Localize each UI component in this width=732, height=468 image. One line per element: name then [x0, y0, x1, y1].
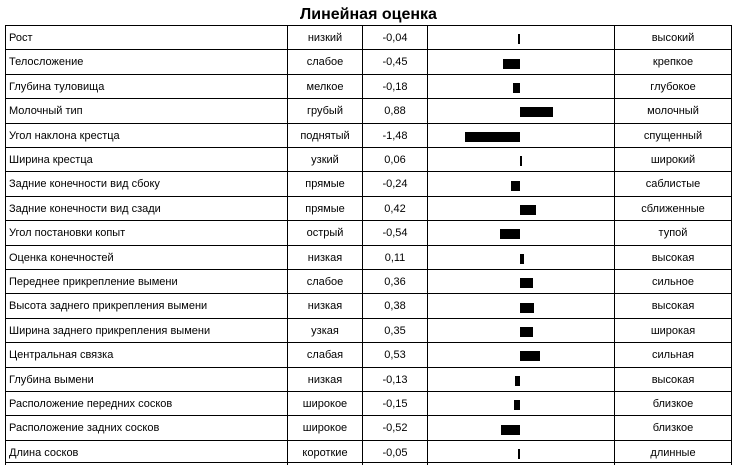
- low-pole-label: слабое: [287, 270, 362, 294]
- data-label: 0,35: [362, 319, 427, 343]
- data-label: -0,52: [362, 416, 427, 440]
- bar: [520, 205, 536, 215]
- high-pole-label: молочный: [614, 99, 732, 123]
- low-pole-label: узкий: [287, 148, 362, 172]
- high-pole-label: саблистые: [614, 172, 732, 196]
- low-pole-label: грубый: [287, 99, 362, 123]
- trait-name: Задние конечности вид сзади: [5, 197, 287, 221]
- low-pole-label: низкий: [287, 26, 362, 50]
- trait-name: Центральная связка: [5, 343, 287, 367]
- high-pole-label: длинные: [614, 441, 732, 465]
- bar: [518, 34, 520, 44]
- table-row: [5, 171, 732, 195]
- bar-cell: [427, 172, 614, 196]
- high-pole-label: сближенные: [614, 197, 732, 221]
- table-row: [5, 342, 732, 366]
- bar: [514, 400, 520, 410]
- table-row: [5, 367, 732, 391]
- bar-cell: [427, 26, 614, 50]
- bar: [520, 278, 533, 288]
- low-pole-label: короткие: [287, 441, 362, 465]
- trait-name: Глубина вымени: [5, 368, 287, 392]
- high-pole-label: сильная: [614, 343, 732, 367]
- high-pole-label: широкая: [614, 319, 732, 343]
- data-label: 0,38: [362, 294, 427, 318]
- bar: [520, 303, 534, 313]
- low-pole-label: прямые: [287, 197, 362, 221]
- data-label: -0,13: [362, 368, 427, 392]
- bar: [520, 351, 540, 361]
- data-label: -0,45: [362, 50, 427, 74]
- table-row: [5, 196, 732, 220]
- low-pole-label: слабая: [287, 343, 362, 367]
- high-pole-label: крепкое: [614, 50, 732, 74]
- bar-cell: [427, 221, 614, 245]
- low-pole-label: широкое: [287, 392, 362, 416]
- high-pole-label: высокая: [614, 246, 732, 270]
- table-row: [5, 391, 732, 415]
- bar: [513, 83, 520, 93]
- bar: [501, 425, 520, 435]
- trait-name: Задние конечности вид сбоку: [5, 172, 287, 196]
- bar: [511, 181, 520, 191]
- low-pole-label: поднятый: [287, 124, 362, 148]
- high-pole-label: высокая: [614, 294, 732, 318]
- chart-title: Линейная оценка: [300, 6, 437, 23]
- low-pole-label: широкое: [287, 416, 362, 440]
- data-label: -0,18: [362, 75, 427, 99]
- table-row: [5, 25, 732, 49]
- table-bottom-border: [5, 462, 732, 463]
- bar: [520, 156, 522, 166]
- high-pole-label: тупой: [614, 221, 732, 245]
- trait-name: Длина сосков: [5, 441, 287, 465]
- trait-name: Молочный тип: [5, 99, 287, 123]
- table-row: [5, 293, 732, 317]
- trait-name: Расположение задних сосков: [5, 416, 287, 440]
- bar-cell: [427, 392, 614, 416]
- table-row: [5, 415, 732, 439]
- data-label: 0,11: [362, 246, 427, 270]
- low-pole-label: узкая: [287, 319, 362, 343]
- bar: [500, 229, 520, 239]
- high-pole-label: близкое: [614, 392, 732, 416]
- trait-name: Высота заднего прикрепления вымени: [5, 294, 287, 318]
- table-row: [5, 440, 732, 464]
- table-row: [5, 147, 732, 171]
- trait-name: Ширина крестца: [5, 148, 287, 172]
- trait-name: Оценка конечностей: [5, 246, 287, 270]
- data-label: -0,05: [362, 441, 427, 465]
- trait-name: Угол наклона крестца: [5, 124, 287, 148]
- high-pole-label: близкое: [614, 416, 732, 440]
- table-row: [5, 269, 732, 293]
- bar: [520, 254, 524, 264]
- table-row: [5, 220, 732, 244]
- trait-name: Ширина заднего прикрепления вымени: [5, 319, 287, 343]
- data-label: -0,54: [362, 221, 427, 245]
- data-label: 0,36: [362, 270, 427, 294]
- high-pole-label: высокий: [614, 26, 732, 50]
- data-label: -0,04: [362, 26, 427, 50]
- bar-cell: [427, 416, 614, 440]
- low-pole-label: мелкое: [287, 75, 362, 99]
- table-row: [5, 98, 732, 122]
- low-pole-label: низкая: [287, 246, 362, 270]
- bar: [518, 449, 520, 459]
- data-label: 0,42: [362, 197, 427, 221]
- bar: [515, 376, 520, 386]
- trait-name: Телосложение: [5, 50, 287, 74]
- low-pole-label: низкая: [287, 294, 362, 318]
- table-row: [5, 245, 732, 269]
- trait-name: Глубина туловища: [5, 75, 287, 99]
- low-pole-label: низкая: [287, 368, 362, 392]
- low-pole-label: прямые: [287, 172, 362, 196]
- data-label: 0,06: [362, 148, 427, 172]
- high-pole-label: широкий: [614, 148, 732, 172]
- bar: [503, 59, 520, 69]
- high-pole-label: высокая: [614, 368, 732, 392]
- trait-name: Угол постановки копыт: [5, 221, 287, 245]
- high-pole-label: глубокое: [614, 75, 732, 99]
- data-label: 0,53: [362, 343, 427, 367]
- bar: [520, 327, 533, 337]
- high-pole-label: спущенный: [614, 124, 732, 148]
- bar: [465, 132, 520, 142]
- data-label: 0,88: [362, 99, 427, 123]
- trait-name: Расположение передних сосков: [5, 392, 287, 416]
- bar: [520, 107, 553, 117]
- trait-name: Переднее прикрепление вымени: [5, 270, 287, 294]
- bar-cell: [427, 75, 614, 99]
- table-row: [5, 74, 732, 98]
- low-pole-label: слабое: [287, 50, 362, 74]
- low-pole-label: острый: [287, 221, 362, 245]
- bar-cell: [427, 50, 614, 74]
- bar-cell: [427, 368, 614, 392]
- bar-cell: [427, 124, 614, 148]
- trait-name: Рост: [5, 26, 287, 50]
- table-row: [5, 49, 732, 73]
- table-row: [5, 318, 732, 342]
- data-label: -1,48: [362, 124, 427, 148]
- table-row: [5, 123, 732, 147]
- high-pole-label: сильное: [614, 270, 732, 294]
- data-label: -0,15: [362, 392, 427, 416]
- data-label: -0,24: [362, 172, 427, 196]
